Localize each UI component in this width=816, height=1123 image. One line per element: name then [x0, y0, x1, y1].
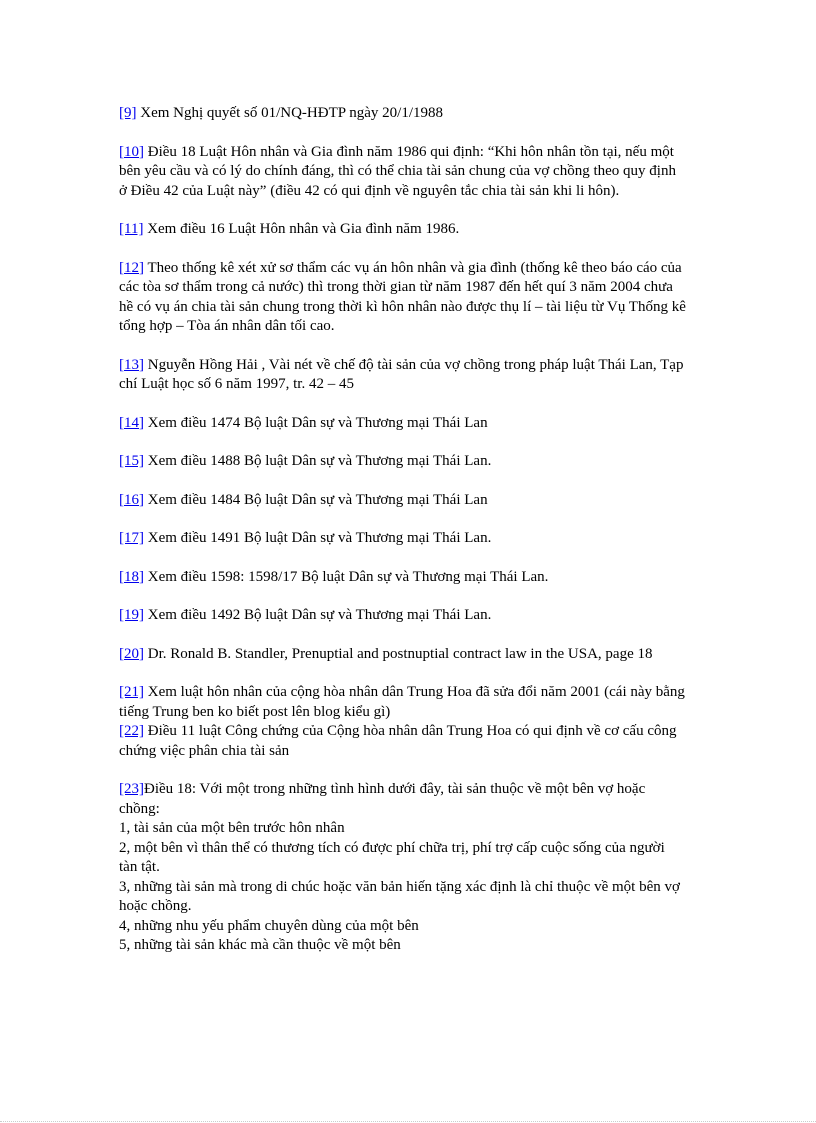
footnote-ref-12[interactable]: [12] — [119, 259, 144, 276]
footnote-10 — [119, 143, 686, 202]
footnote-ref-9[interactable]: [9] — [119, 105, 137, 121]
footnote-ref-13[interactable]: [13] — [119, 356, 144, 373]
article-18-item-2: 2, một bên vì thân thể có thương tích có được phí chữa trị, phí trợ cấp cuộc sống của người tàn tật. — [119, 839, 665, 875]
footnote-text-19: Xem điều 1492 Bộ luật Dân sự và Thương mại Thái Lan. — [144, 607, 492, 623]
footnote-16 — [119, 491, 686, 511]
footnote-15 — [119, 452, 686, 472]
footnote-20 — [119, 645, 686, 665]
footnote-23 — [119, 780, 686, 819]
footnote-text-11: Xem điều 16 Luật Hôn nhân và Gia đình năm 1986. — [143, 221, 460, 237]
footnote-18 — [119, 568, 686, 588]
footnote-text-12: Theo thống kê xét xử sơ thẩm các vụ án hôn nhân và gia đình (thống kê theo báo cáo của các tòa sơ thẩm trong cả nước) thì trong thời gian từ năm 1987 đến hết quí 3 năm 2004 chưa hề có vụ án chia tài sản chung trong thời kì hôn nhân nào được thụ lí – tài liệu từ Vụ Thống kê tổng hợp – Tòa án nhân dân tối cao. — [119, 259, 686, 334]
footnote-ref-14[interactable]: [14] — [119, 414, 144, 431]
footnote-text-16: Xem điều 1484 Bộ luật Dân sự và Thương mại Thái Lan — [144, 491, 488, 508]
footnote-text-23: Điều 18: Với một trong những tình hình dưới đây, tài sản thuộc về một bên vợ hoặc chồng: — [119, 781, 646, 817]
footnote-text-17: Xem điều 1491 Bộ luật Dân sự và Thương mại Thái Lan. — [144, 530, 492, 546]
footnote-ref-11[interactable]: [11] — [119, 221, 144, 237]
footnote-ref-22[interactable]: [22] — [119, 723, 144, 739]
footnote-ref-17[interactable]: [17] — [119, 530, 144, 546]
article-18-item-1: 1, tài sản của một bên trước hôn nhân — [119, 820, 345, 836]
article-18-item-5: 5, những tài sản khác mà cần thuộc về một bên — [119, 937, 401, 953]
footnote-text-14: Xem điều 1474 Bộ luật Dân sự và Thương mại Thái Lan — [144, 414, 488, 431]
footnote-14 — [119, 414, 686, 434]
footnote-text-22: Điều 11 luật Công chứng của Cộng hòa nhân dân Trung Hoa có qui định về cơ cấu công chứng việc phân chia tài sản — [119, 723, 677, 759]
footnote-text-18: Xem điều 1598: 1598/17 Bộ luật Dân sự và Thương mại Thái Lan. — [144, 568, 549, 585]
footnote-text-20: Dr. Ronald B. Standler, Prenuptial and postnuptial contract law in the USA, page 18 — [144, 645, 653, 662]
footnote-11 — [119, 220, 686, 240]
page-bottom-rule — [0, 1121, 816, 1122]
footnote-text-10: Điều 18 Luật Hôn nhân và Gia đình năm 1986 qui định: “Khi hôn nhân tồn tại, nếu một bên yêu cầu và có lý do chính đáng, thì có thể chia tài sản chung của vợ chồng theo quy định ở Điều 42 của Luật này” (điều 42 có qui định về nguyên tắc chia tài sản khi li hôn). — [119, 143, 676, 199]
footnote-ref-18[interactable]: [18] — [119, 568, 144, 585]
footnote-17 — [119, 529, 686, 549]
footnote-text-13: Nguyễn Hồng Hải , Vài nét về chế độ tài sản của vợ chồng trong pháp luật Thái Lan, Tạp chí Luật học số 6 năm 1997, tr. 42 – 45 — [119, 356, 684, 392]
footnote-text-9: Xem Nghị quyết số 01/NQ-HĐTP ngày 20/1/1988 — [136, 105, 444, 121]
footnote-ref-23[interactable]: [23] — [119, 781, 144, 797]
footnote-ref-10[interactable]: [10] — [119, 143, 144, 160]
article-18-item-4: 4, những nhu yếu phẩm chuyên dùng của một bên — [119, 917, 419, 934]
footnote-ref-20[interactable]: [20] — [119, 645, 144, 662]
article-18-item-3: 3, những tài sản mà trong di chúc hoặc văn bản hiến tặng xác định là chỉ thuộc về một bên vợ hoặc chồng. — [119, 878, 680, 914]
footnote-21 — [119, 683, 686, 722]
footnote-13 — [119, 356, 686, 395]
footnote-19 — [119, 606, 686, 626]
footnote-22 — [119, 722, 686, 761]
footnote-12 — [119, 259, 686, 337]
footnote-text-21: Xem luật hôn nhân của cộng hòa nhân dân Trung Hoa đã sửa đổi năm 2001 (cái này bằng tiếng Trung ben ko biết post lên blog kiểu gì) — [119, 684, 685, 720]
footnote-ref-15[interactable]: [15] — [119, 453, 144, 469]
footnote-ref-19[interactable]: [19] — [119, 607, 144, 623]
footnote-ref-16[interactable]: [16] — [119, 491, 144, 508]
footnote-9 — [119, 104, 686, 124]
footnote-text-15: Xem điều 1488 Bộ luật Dân sự và Thương mại Thái Lan. — [144, 453, 492, 469]
footnote-ref-21[interactable]: [21] — [119, 684, 144, 700]
